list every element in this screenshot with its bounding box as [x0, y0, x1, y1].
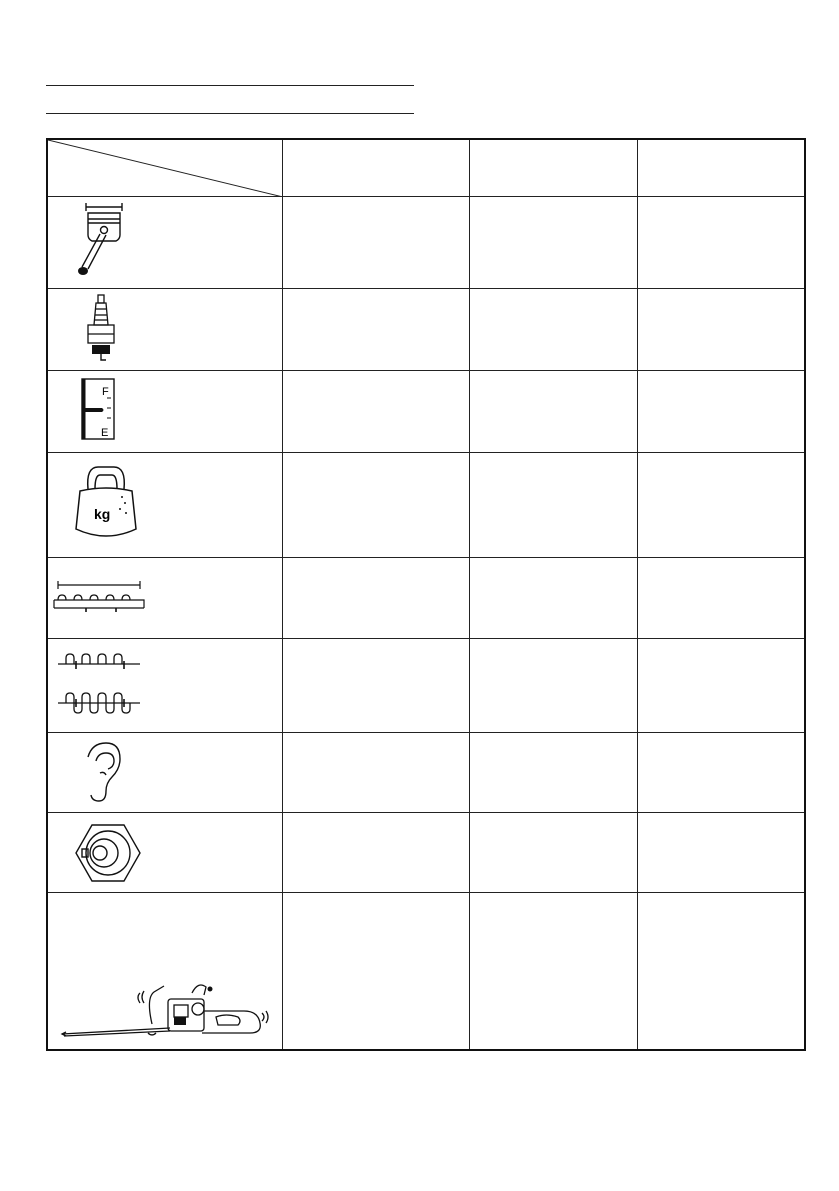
weight-kg-icon — [48, 453, 283, 557]
row-value-cell — [637, 638, 805, 732]
fuel-tank-gauge-icon — [48, 371, 283, 452]
header-rule-bottom — [46, 113, 414, 114]
row-value-cell — [637, 370, 805, 452]
corner-header-cell — [47, 139, 282, 196]
row-value-cell — [469, 812, 637, 892]
row-value-cell — [282, 196, 469, 288]
row-value-cell — [282, 732, 469, 812]
table-row — [47, 370, 805, 452]
row-icon-cell — [47, 732, 282, 812]
diagonal-divider — [48, 140, 283, 197]
row-value-cell — [282, 812, 469, 892]
fuel-empty-label: E — [101, 426, 109, 439]
specification-table — [46, 138, 806, 1051]
row-value-cell — [637, 812, 805, 892]
row-value-cell — [282, 638, 469, 732]
table-row — [47, 288, 805, 370]
row-value-cell — [469, 638, 637, 732]
row-icon-cell — [47, 288, 282, 370]
row-icon-cell — [47, 370, 282, 452]
header-row — [47, 139, 805, 196]
table-row — [47, 557, 805, 638]
row-value-cell — [469, 288, 637, 370]
hex-nut-icon — [48, 813, 283, 892]
column-header-1 — [282, 139, 469, 196]
ear-noise-icon — [48, 733, 283, 812]
row-value-cell — [282, 452, 469, 557]
row-value-cell — [282, 557, 469, 638]
spark-plug-icon — [48, 289, 283, 370]
row-icon-cell — [47, 892, 282, 1050]
row-icon-cell — [47, 452, 282, 557]
row-icon-cell — [47, 196, 282, 288]
row-value-cell — [637, 732, 805, 812]
row-icon-cell — [47, 812, 282, 892]
fuel-full-label: F — [102, 385, 109, 398]
column-header-2 — [469, 139, 637, 196]
weight-unit-label: kg — [94, 505, 111, 522]
row-value-cell — [637, 288, 805, 370]
row-value-cell — [282, 370, 469, 452]
table-row — [47, 638, 805, 732]
row-value-cell — [637, 557, 805, 638]
row-value-cell — [469, 452, 637, 557]
table-row — [47, 892, 805, 1050]
row-icon-cell — [47, 638, 282, 732]
header-rule-top — [46, 85, 414, 86]
blade-length-icon — [48, 558, 283, 638]
table-row — [47, 732, 805, 812]
row-icon-cell — [47, 557, 282, 638]
row-value-cell — [469, 196, 637, 288]
row-value-cell — [469, 370, 637, 452]
row-value-cell — [637, 452, 805, 557]
row-value-cell — [282, 892, 469, 1050]
row-value-cell — [637, 196, 805, 288]
table-row — [47, 812, 805, 892]
blade-type-icon — [48, 639, 283, 732]
row-value-cell — [469, 557, 637, 638]
row-value-cell — [469, 892, 637, 1050]
row-value-cell — [637, 892, 805, 1050]
piston-bore-icon — [48, 197, 283, 288]
hedge-trimmer-vibration-icon — [48, 893, 283, 1049]
column-header-3 — [637, 139, 805, 196]
row-value-cell — [282, 288, 469, 370]
row-value-cell — [469, 732, 637, 812]
table-row — [47, 452, 805, 557]
table-row — [47, 196, 805, 288]
